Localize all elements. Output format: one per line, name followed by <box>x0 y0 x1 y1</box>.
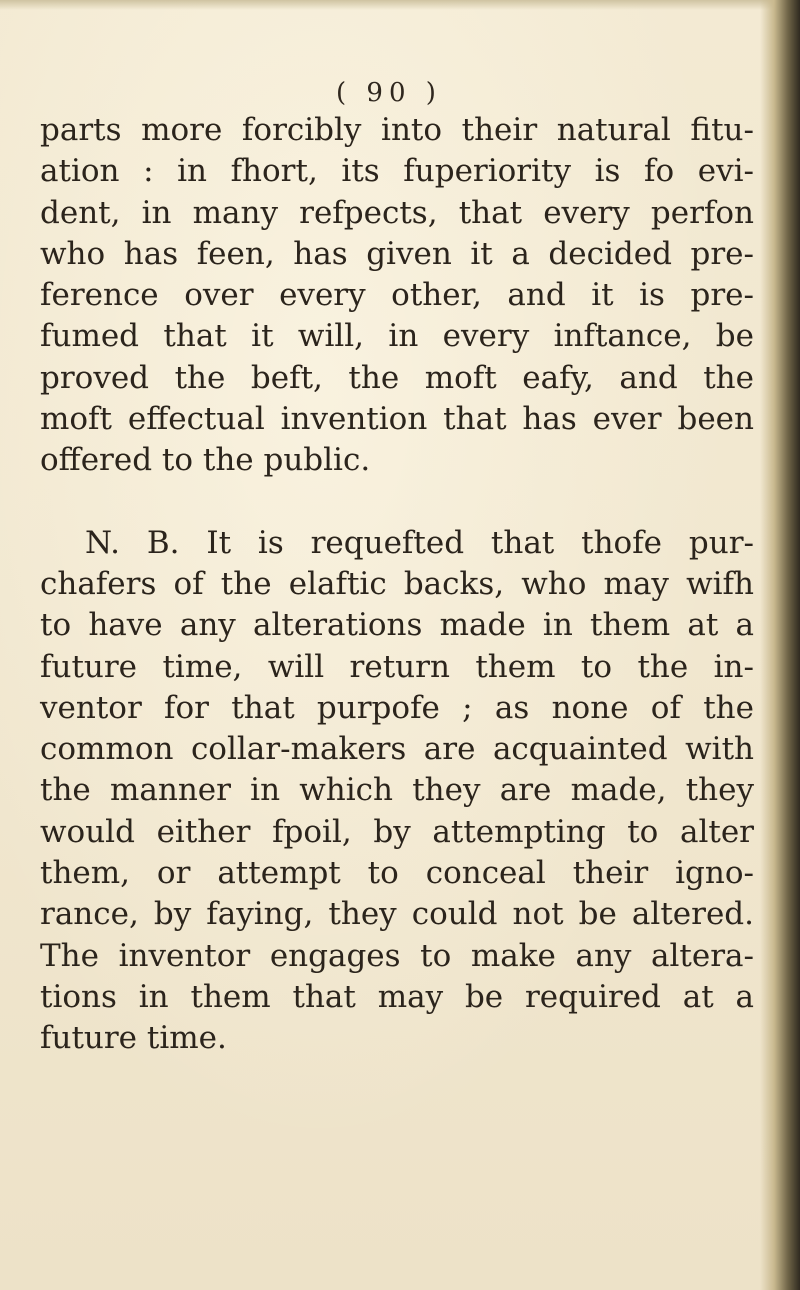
text-line: ventor for that purpofe ; as none of the <box>40 689 754 726</box>
book-binding-edge <box>760 0 800 1290</box>
text-line: to have any alterations made in them at a <box>40 607 754 644</box>
page-top-edge <box>0 0 800 10</box>
body-text <box>40 110 754 1060</box>
paragraph-gap <box>40 482 754 523</box>
text-line: The inventor engages to make any altera- <box>40 937 754 974</box>
text-line: ation : in fhort, its fuperiority is fo evi- <box>40 153 754 190</box>
text-line: tions in them that may be required at a <box>40 978 754 1015</box>
text-line: future time, will return them to the in- <box>40 648 754 685</box>
text-line: offered to the public. <box>40 442 371 479</box>
page-number: ( 90 ) <box>336 78 442 108</box>
text-line: proved the beft, the moft eafy, and the <box>40 359 754 396</box>
text-line: future time. <box>40 1020 227 1057</box>
text-line: ference over every other, and it is pre- <box>40 277 754 314</box>
text-line: fumed that it will, in every inftance, be <box>40 318 754 355</box>
text-line: would either fpoil, by attempting to alter <box>40 813 754 850</box>
text-line: them, or attempt to conceal their igno- <box>40 855 754 892</box>
paragraph-note <box>40 523 754 1060</box>
text-line: common collar-makers are acquainted with <box>40 731 754 768</box>
text-line: dent, in many refpects, that every perfon <box>40 194 754 231</box>
text-line: N. B. It is requefted that thofe pur- <box>85 524 754 561</box>
text-line: rance, by faying, they could not be altered. <box>40 896 754 933</box>
text-line: the manner in which they are made, they <box>40 772 754 809</box>
text-line: who has feen, has given it a decided pre- <box>40 235 754 272</box>
paragraph-main <box>40 110 754 482</box>
text-line: moft effectual invention that has ever been <box>40 401 754 438</box>
text-line: chafers of the elaftic backs, who may wifh <box>40 565 754 602</box>
text-line: parts more forcibly into their natural fitu- <box>40 112 754 148</box>
